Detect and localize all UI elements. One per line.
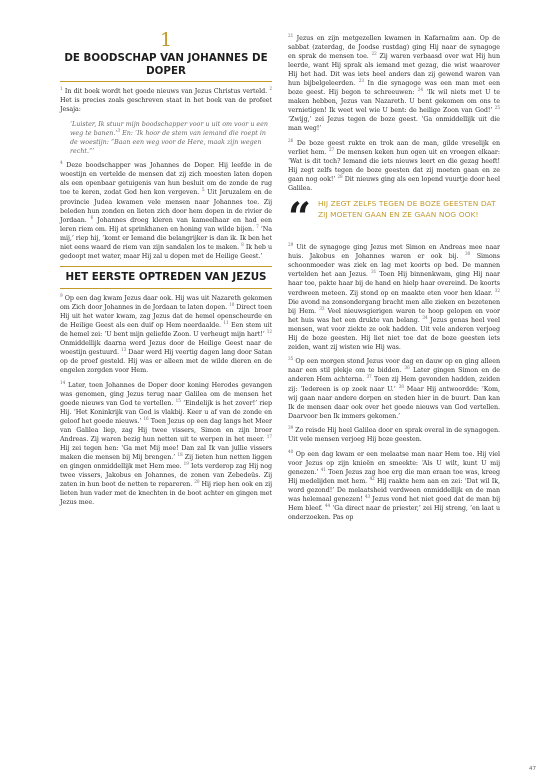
paragraph	[288, 139, 500, 193]
verse-text: In die synagoge was een man met een boze geest. Hij begon te schreeuwen:	[288, 80, 500, 97]
paragraph	[60, 381, 272, 508]
verse-text: Uit Jeruzalem en de provincie Judea kwamen vele mensen naar Johannes toe. Zij beleden hun zonden en lieten zich door hem dopen in de rivier de Jordaan.	[60, 189, 272, 224]
paragraph	[288, 357, 500, 420]
verse-number: 7	[256, 223, 259, 229]
verse-number: 11	[223, 319, 229, 325]
verse-number: 37	[366, 374, 372, 380]
pull-quote	[288, 194, 500, 242]
verse-number: 39	[288, 425, 294, 431]
verse-number: 20	[194, 479, 200, 485]
verse-number: 35	[288, 356, 294, 362]
verse-number: 5	[201, 187, 205, 193]
paragraph	[288, 34, 500, 134]
verse-number: 10	[229, 301, 235, 307]
verse-number: 18	[177, 452, 183, 458]
verse-text: Op een dag kwam er een melaatse man naar Hem toe. Hij viel voor Jezus op zijn knieën en smeekte: ‘Als U wilt, kunt U mij genezen.’	[288, 450, 500, 476]
chapter-number: 1	[159, 29, 173, 51]
verse-number: 32	[494, 287, 500, 293]
paragraph	[288, 426, 500, 444]
verse-text: Toen Hij binnenkwam, ging Hij naar haar toe, pakte haar bij de hand en hielp haar overeind. De koorts verdween meteen. Zij stond op en maakte eten voor hen klaar.	[288, 271, 500, 297]
verse-text: Toen Jezus op een dag langs het Meer van Galilea liep, zag Hij twee vissers, Simon en zijn broer Andreas. Zij waren bezig hun netten uit te werpen in het meer.	[60, 417, 272, 444]
verse-text: ‘Luister, Ik stuur mijn boodschapper voor u uit om voor u een weg te banen.’	[70, 120, 269, 137]
verse-number: 14	[60, 379, 66, 385]
verse-number: 1	[60, 85, 63, 91]
verse-number: 8	[241, 241, 244, 247]
verse-text: Op een morgen stond Jezus voor dag en dauw op en ging alleen naar een stil plekje om te bidden.	[288, 358, 500, 375]
verse-text: Later, toen Johannes de Doper door koning Herodes gevangen was genomen, ging Jezus terug naar Galilea om de mensen het goede nieuws van God te vertellen.	[60, 381, 272, 407]
verse-number: 22	[371, 50, 377, 56]
verse-text: Onmiddellijk daarna werd Jezus door de Heilige Geest naar de woestijn gestuurd.	[60, 340, 272, 357]
right-column	[288, 0, 500, 528]
verse-text: Deze boodschapper was Johannes de Doper. Hij leefde in de woestijn en vertelde de mensen dat zij zich moesten laten dopen als een openbaar getuigenis van hun besluit om de zonde de rug toe te keren, zodat God hen kon vergeven.	[60, 162, 272, 197]
verse-number: 23	[358, 78, 364, 84]
verse-text: Zo reisde Hij heel Galilea door en sprak overal in de synagogen. Uit vele mensen verjoeg Hij boze geesten.	[288, 427, 500, 444]
verse-text: Zij waren verbaasd over wat Hij hun leerde, want Hij sprak als iemand met gezag, die wist waarover Hij het had. Dit was iets heel anders dan zij gewend waren van hun bijbelgeleerden.	[288, 53, 500, 88]
verse-text: Ik heb u gedoopt met water, maar Hij zal u dopen met de Heilige Geest.’	[60, 243, 273, 260]
verse-text: Jezus genas heel veel mensen, wat voor ziekte ze ook hadden. Uit vele anderen verjoeg Hij de boze geesten. Hij liet niet toe dat de boze geesten iets zeiden, want zij wisten wie Hij was.	[288, 316, 500, 351]
verse-text: Hij zei tegen hen: ‘Ga met Mij mee! Dan zal Ik van jullie vissers maken die mensen bij Mij brengen.’	[60, 445, 272, 462]
verse-text: ‘Ga direct naar de priester,’ zei Hij streng, ‘en laat u onderzoeken. Pas op	[288, 505, 500, 522]
left-column	[60, 0, 272, 513]
verse-text: Maar Hij antwoordde: ‘Kom, wij gaan naar andere dorpen en steden hier in de buurt. Dan kan Ik de mensen daar ook over het goede nieuws van God vertellen. Daarvoor ben Ik immers gekomen.’	[288, 385, 500, 420]
verse-text: ‘Zwijg,’ zei Jezus tegen de boze geest. ‘Ga onmiddellijk uit die man weg!’	[288, 116, 500, 133]
scripture-quote	[70, 120, 272, 156]
section-title-1: DE BOODSCHAP VAN JOHANNES DE DOPER	[60, 52, 272, 82]
verse-text: En: ‘Ik hoor de stem van iemand die roept in de woestijn: “Baan een weg voor de Here, maak zijn wegen recht.”’	[70, 129, 266, 155]
verse-text: Simons schoonmoeder was ziek en lag met koorts op bed. De mannen vertelden het aan Jezus.	[288, 253, 500, 279]
verse-text: Later gingen Simon en de anderen Hem achterna.	[288, 367, 500, 384]
verse-number: 38	[398, 383, 404, 389]
verse-text: Daar werd Hij veertig dagen lang door Satan op de proef gesteld. Hij was er alleen met de wilde dieren en de engelen zorgden voor Hem.	[60, 349, 273, 375]
verse-number: 42	[369, 475, 375, 481]
verse-number: 12	[266, 328, 272, 334]
paragraph	[288, 243, 500, 352]
verse-number: 4	[60, 160, 63, 166]
verse-number: 19	[183, 461, 189, 467]
verse-number: 29	[288, 242, 294, 248]
verse-number: 21	[288, 32, 294, 38]
verse-text: ‘Eindelijk is het zover!’ riep Hij. ‘Het Koninkrijk van God is vlakbij. Keer u af van de zonde en geloof het goede nieuws.’	[60, 399, 272, 425]
verse-number: 16	[143, 415, 149, 421]
verse-text: Jezus vond het niet goed dat de man bij Hem bleef.	[288, 496, 500, 513]
verse-number: 30	[464, 251, 471, 257]
verse-text: Uit de synagoge ging Jezus met Simon en Andreas mee naar huis. Jakobus en Johannes waren er ook bij.	[288, 244, 500, 261]
verse-text: De boze geest rukte en trok aan de man, gilde vreselijk en verliet hem.	[288, 140, 500, 157]
verse-text: Hij raakte hem aan en zei: ‘Dat wil Ik, word gezond!’ De melaatsheid verdween onmiddellijk en de man was helemaal genezen!	[288, 477, 500, 504]
verse-number: 34	[422, 314, 428, 320]
verse-number: 40	[288, 448, 294, 454]
verse-number: 44	[324, 502, 331, 508]
verse-text: ‘Na mij,’ riep hij, ‘komt er Iemand die belangrijker is dan ik. Ik ben het niet eens waard de riem van zijn sandalen los te maken.	[60, 225, 272, 251]
verse-text: De mensen keken hun ogen uit en vroegen elkaar: ‘Wat is dit toch? Iemand die iets nieuws leert en die gezag heeft! Hij zegt zelfs tegen de boze geesten dat zij moeten gaan en ze gaan nog ook!’	[288, 149, 500, 184]
verse-number: 2	[269, 85, 272, 91]
paragraph	[60, 87, 272, 114]
verse-text: Het is precies zoals geschreven staat in het boek van de profeet Jesaja:	[60, 97, 272, 114]
verse-number: 36	[404, 365, 410, 371]
verse-text: Een stem uit de hemel zei: ‘U bent mijn geliefde Zoon. U verheugt mijn hart!’	[60, 321, 273, 339]
verse-text: Toen zij Hem gevonden hadden, zeiden zij: ‘Iedereen is op zoek naar U.’	[288, 376, 500, 393]
verse-number: 27	[328, 146, 335, 152]
verse-number: 13	[121, 347, 127, 353]
verse-text: Iets verderop zag Hij nog twee vissers, Jakobus en Johannes, de zonen van Zebedeüs. Zij zaten in hun boot de netten te repareren.	[60, 463, 272, 489]
verse-text: Die avond na zonsondergang bracht men alle zieken en bezetenen bij Hem.	[288, 298, 500, 315]
verse-number: 9	[60, 292, 63, 298]
verse-number: 6	[90, 214, 94, 220]
quote-mark-icon: “	[288, 194, 312, 242]
verse-number: 31	[371, 269, 377, 275]
verse-text: Veel nieuwsgierigen waren te hoop gelopen en voor het huis was het een drukte van belang.	[288, 307, 500, 324]
verse-number: 24	[417, 87, 423, 93]
verse-number: 26	[288, 137, 294, 143]
section-title-2: HET EERSTE OPTREDEN VAN JEZUS	[60, 266, 272, 289]
verse-number: 43	[364, 493, 371, 499]
verse-number: 3	[117, 127, 121, 133]
verse-number: 33	[319, 305, 325, 311]
verse-text: Dit nieuws ging als een lopend vuurtje door heel Galilea.	[288, 176, 501, 193]
verse-text: ‘Ik wil niets met U te maken hebben, Jezus van Nazareth. U bent gekomen om ons te vernietigen! Ik weet wel wie U bent: de heilige Zoon van God!’	[288, 89, 500, 115]
verse-text: Op een dag kwam Jezus daar ook. Hij was uit Nazareth gekomen om Zich door Johannes in de Jordaan te laten dopen.	[60, 294, 272, 311]
page-number: 47	[529, 766, 536, 772]
verse-number: 15	[175, 397, 181, 403]
verse-number: 41	[320, 466, 326, 472]
verse-text: Jezus en zijn metgezellen kwamen in Kafarnaüm aan. Op de sabbat (zaterdag, de Joodse rustdag) ging Hij naar de synagoge en sprak de mensen toe.	[288, 35, 500, 61]
verse-text: Johannes droeg kleren van kameelhaar en had een leren riem om. Hij at sprinkhanen en honing van wilde bijen.	[60, 216, 272, 233]
verse-text: Direct toen Hij uit het water kwam, zag Jezus dat de hemel openscheurde en de Heilige Geest als een duif op Hem neerdaalde.	[60, 303, 272, 329]
verse-text: Zij lieten hun netten liggen en gingen onmiddellijk met Hem mee.	[60, 454, 273, 471]
verse-text: In dit boek wordt het goede nieuws van Jezus Christus verteld.	[62, 88, 270, 95]
verse-number: 25	[494, 105, 500, 111]
paragraph	[288, 450, 500, 522]
verse-number: 17	[266, 433, 272, 439]
verse-number: 28	[337, 174, 343, 180]
paragraph	[60, 161, 272, 261]
verse-text: Hij riep hen ook en zij lieten hun vader met de knechten in de boot achter en gingen met Jezus mee.	[60, 481, 273, 507]
paragraph	[60, 294, 272, 375]
verse-text: Toen Jezus zag hoe erg die man eraan toe was, kreeg Hij medelijden met hem.	[288, 468, 500, 485]
pull-quote-text: HIJ ZEGT ZELFS TEGEN DE BOZE GEESTEN DAT ZIJ MOETEN GAAN EN ZE GAAN NOG OOK!	[318, 199, 496, 219]
